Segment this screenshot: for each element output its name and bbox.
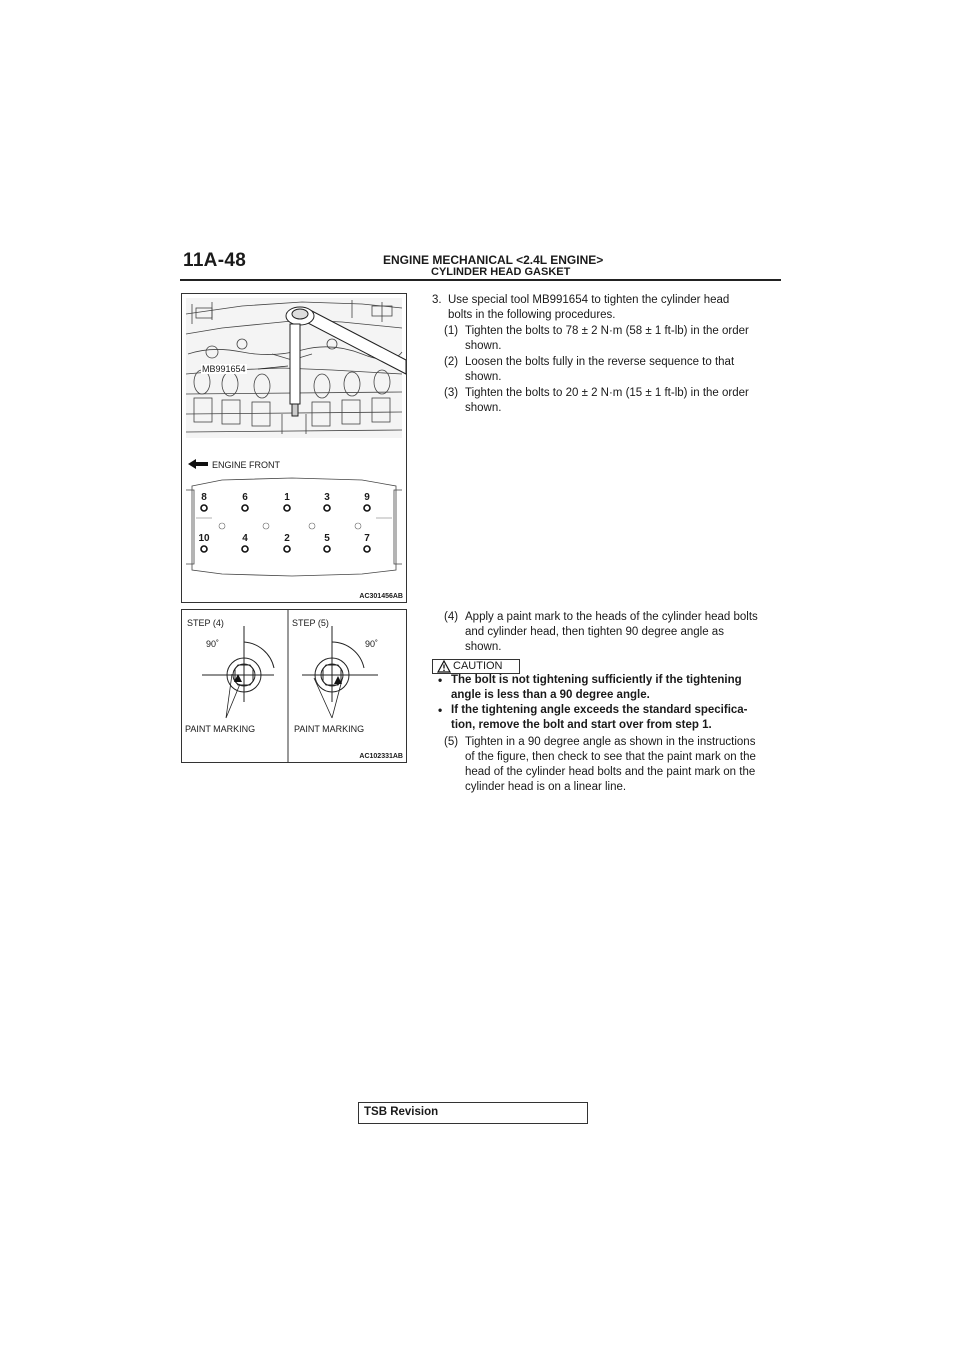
substep-4-text: Apply a paint mark to the heads of the cylinder head bolts and cylinder head, then tighten 90 degree angle as shown. [465, 611, 758, 653]
subsection-title: CYLINDER HEAD GASKET [431, 266, 571, 278]
tool-label: MB991654 [202, 364, 246, 374]
figure-code: AC102331AB [359, 753, 403, 760]
figure-bolt-tightening-order [181, 293, 407, 603]
bolt-number: 3 [324, 492, 330, 503]
bullet-dot: • [438, 673, 443, 687]
substep-2-text: Loosen the bolts fully in the reverse sequence to that shown. [465, 356, 735, 383]
bullet-dot: • [438, 703, 443, 717]
caution-label: CAUTION [453, 660, 503, 672]
substep-3-text: Tighten the bolts to 20 ± 2 N·m (15 ± 1 ft-lb) in the order shown. [465, 387, 749, 414]
substep-number: (1) [444, 325, 459, 337]
figure-code: AC301456AB [359, 593, 403, 600]
caution-item-1: The bolt is not tightening sufficiently if the tightening angle is less than a 90 degree angle. [451, 674, 742, 701]
substep-1-text: Tighten the bolts to 78 ± 2 N·m (58 ± 1 ft-lb) in the order shown. [465, 325, 749, 352]
engine-illustration [182, 294, 406, 602]
bolt-number: 8 [201, 492, 207, 503]
bolt-number: 5 [324, 533, 330, 544]
caution-item-2: If the tightening angle exceeds the standard specifica- tion, remove the bolt and start over from step 1. [451, 704, 748, 731]
substep-5-text: Tighten in a 90 degree angle as shown in the instructions of the figure, then check to see that the paint mark on the head of the cylinder head bolts and the paint mark on the cylinder head is on a linear line. [465, 736, 756, 793]
tsb-revision-label: TSB Revision [364, 1106, 439, 1118]
paint-marking-label: PAINT MARKING [294, 724, 365, 734]
angle-label: 90˚ [206, 639, 220, 649]
bolt-number: 2 [284, 533, 290, 544]
bolt-number: 6 [242, 492, 248, 503]
bolt-number: 7 [364, 533, 370, 544]
tsb-revision-box [358, 1102, 588, 1124]
warning-icon [437, 660, 451, 673]
angle-label: 90˚ [365, 639, 379, 649]
engine-front-arrow [188, 459, 208, 469]
paint-marking-label: PAINT MARKING [185, 724, 256, 734]
caution-badge [432, 659, 520, 674]
bolt-number: 10 [198, 533, 210, 544]
header-rule [180, 279, 781, 281]
engine-front-label: ENGINE FRONT [212, 460, 281, 470]
bolt-number: 4 [242, 533, 248, 544]
step-3-text: Use special tool MB991654 to tighten the cylinder head bolts in the following procedures. [448, 294, 730, 321]
bolt-number: 9 [364, 492, 370, 503]
bolt-number: 1 [284, 492, 290, 503]
page-number: 11A-48 [183, 250, 247, 271]
substep-number: (5) [444, 736, 459, 748]
step-4-title: STEP (4) [187, 618, 224, 628]
substep-number: (4) [444, 611, 459, 623]
step-5-title: STEP (5) [292, 618, 329, 628]
figure-angle-tightening [181, 609, 407, 763]
substep-number: (2) [444, 356, 459, 368]
angle-illustration [182, 610, 406, 762]
step-number: 3. [432, 294, 442, 306]
section-title: ENGINE MECHANICAL <2.4L ENGINE> [383, 253, 604, 267]
substep-number: (3) [444, 387, 459, 399]
